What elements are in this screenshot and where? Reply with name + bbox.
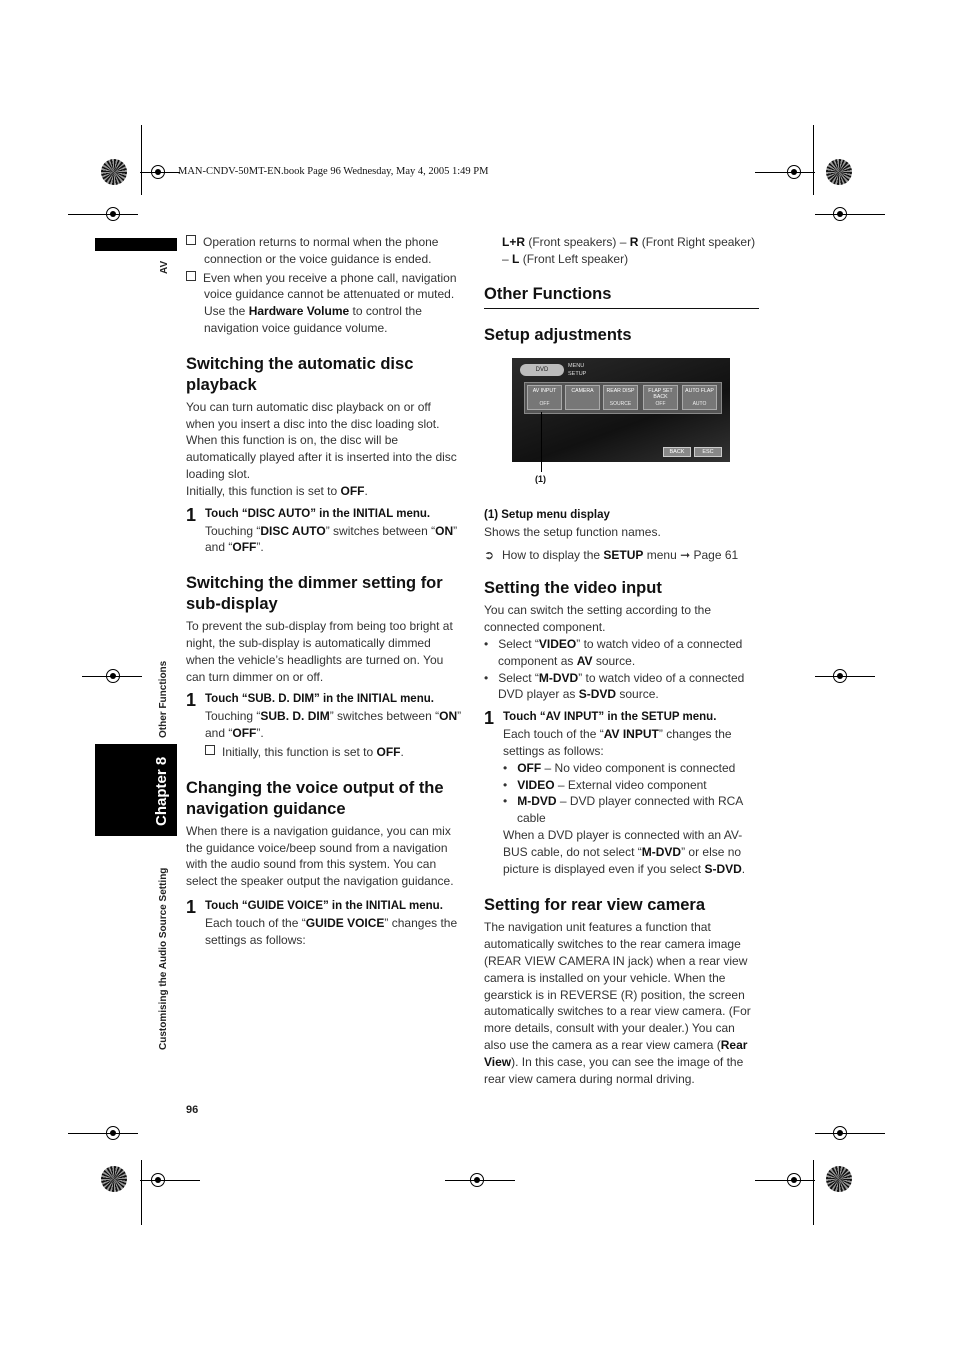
caption-title: (1) Setup menu display: [484, 509, 610, 521]
callout-number: (1): [535, 474, 546, 484]
chapter-label: Chapter 8: [153, 756, 170, 826]
section-bar: [95, 238, 177, 251]
paragraph: You can turn automatic disc playback on or off when you insert a disc into the disc loading slot. When this function is on, the disc will be automatically played after it is inserted into the disc loading slot.: [186, 399, 457, 481]
list-item: • Select “VIDEO” to watch video of a connected component as AV source.: [484, 636, 743, 668]
list-item: • VIDEO – External video component: [503, 777, 707, 792]
setup-button-row: [524, 382, 722, 414]
heading-setup-adjustments: Setup adjustments: [484, 326, 632, 344]
paragraph: To prevent the sub-display from being too bright at night, the sub-display is automatically dimmed when the vehicle’s headlights are turned on. You can turn dimmer on or off.: [186, 619, 453, 684]
caption-body: Shows the setup function names.: [484, 524, 661, 539]
step: 1 Touch “GUIDE VOICE” in the INITIAL menu. Each touch of the “GUIDE VOICE” changes the settings as follows:: [186, 896, 458, 947]
arrow-icon: ➲: [484, 547, 495, 562]
step: 1 Touch “AV INPUT” in the SETUP menu. Each touch of the “AV INPUT” changes the settings as follows: • OFF – No video component is connected • VIDEO – External video component • M-DVD – DVD player connected with RCA cable When a DVD player is connected with an AV-BUS cable, do not select “M-DVD” or else no picture is displayed even if you select S-DVD.: [484, 709, 760, 877]
print-header: MAN-CNDV-50MT-EN.book Page 96 Wednesday, May 4, 2005 1:49 PM: [178, 166, 489, 177]
heading-other-functions: Other Functions: [484, 284, 759, 309]
page-number: 96: [186, 1104, 199, 1116]
auto-flap-button: AUTO FLAP AUTO: [682, 385, 717, 410]
av-input-button: AV INPUT OFF: [527, 385, 562, 410]
dvd-logo: DVD: [520, 364, 564, 376]
starburst-mark: [826, 159, 852, 185]
side-tab-av: AV: [159, 260, 170, 274]
back-button: BACK: [663, 447, 691, 457]
starburst-mark: [101, 1166, 127, 1192]
list-item: • Select “M-DVD” to watch video of a connected DVD player as S-DVD source.: [484, 670, 745, 702]
screen-menu-label: MENU: [568, 363, 585, 369]
right-column: [484, 507, 760, 1087]
starburst-mark: [826, 1166, 852, 1192]
rear-disp-button: REAR DISP SOURCE: [603, 385, 638, 410]
heading-rear-camera: Setting for rear view camera: [484, 896, 706, 915]
camera-button: CAMERA: [565, 385, 600, 410]
heading-video-input: Setting the video input: [484, 579, 662, 598]
side-label-other-functions: Other Functions: [158, 660, 169, 738]
paragraph: When there is a navigation guidance, you can mix the guidance voice/beep sound from a navigation with the audio sound from this system. You can select the speaker output the navigation guidance.: [186, 823, 454, 889]
heading-disc-auto: Switching the automatic disc playback: [186, 354, 414, 394]
list-item: • M-DVD – DVD player connected with RCA cable: [503, 794, 743, 826]
step: 1 Touch “DISC AUTO” in the INITIAL menu. Touching “DISC AUTO” switches between “ON” and “OFF”.: [186, 504, 458, 555]
screen-setup-label: SETUP: [568, 371, 587, 377]
step: 1 Touch “SUB. D. DIM” in the INITIAL menu. Touching “SUB. D. DIM” switches between “ON” and “OFF”. Initially, this function is set to OFF.: [186, 690, 462, 759]
starburst-mark: [101, 159, 127, 185]
note-item: Operation returns to normal when the phone connection or the voice guidance is ended.: [186, 234, 462, 268]
list-item: • OFF – No video component is connected: [503, 760, 736, 775]
esc-button: ESC: [694, 447, 722, 457]
left-column: [186, 234, 462, 949]
paragraph: The navigation unit features a function that automatically switches to the rear camera image (REAR VIEW CAMERA IN jack) when a rear view camera is installed on your vehicle. When the gearstick is in REVERSE (R) position, the screen automatically switches to a rear view camera. (For more details, consult with your dealer.) You can also use the camera as a rear view camera (Rear View). In this case, you can see the image of the rear view camera during normal driving.: [484, 920, 751, 1086]
side-label-customising: Customising the Audio Source Setting: [158, 867, 169, 1050]
cross-reference: ➲ How to display the SETUP menu ➞ Page 61: [484, 547, 739, 562]
paragraph: You can switch the setting according to the connected component.: [484, 603, 712, 635]
paragraph: Initially, this function is set to OFF.: [186, 483, 368, 498]
setup-menu-screenshot: [512, 358, 730, 462]
note-item: Even when you receive a phone call, navigation voice guidance cannot be attenuated or muted. Use the Hardware Volume to control the navigation voice guidance volume.: [186, 270, 462, 337]
heading-voice-output: Changing the voice output of the navigation guidance: [186, 778, 444, 818]
flap-set-back-button: FLAP SET BACK OFF: [643, 385, 678, 410]
speaker-options: L+R (Front speakers) – R (Front Right speaker) – L (Front Left speaker): [502, 235, 756, 266]
callout-line: [541, 412, 542, 472]
heading-dimmer: Switching the dimmer setting for sub-display: [186, 574, 443, 614]
